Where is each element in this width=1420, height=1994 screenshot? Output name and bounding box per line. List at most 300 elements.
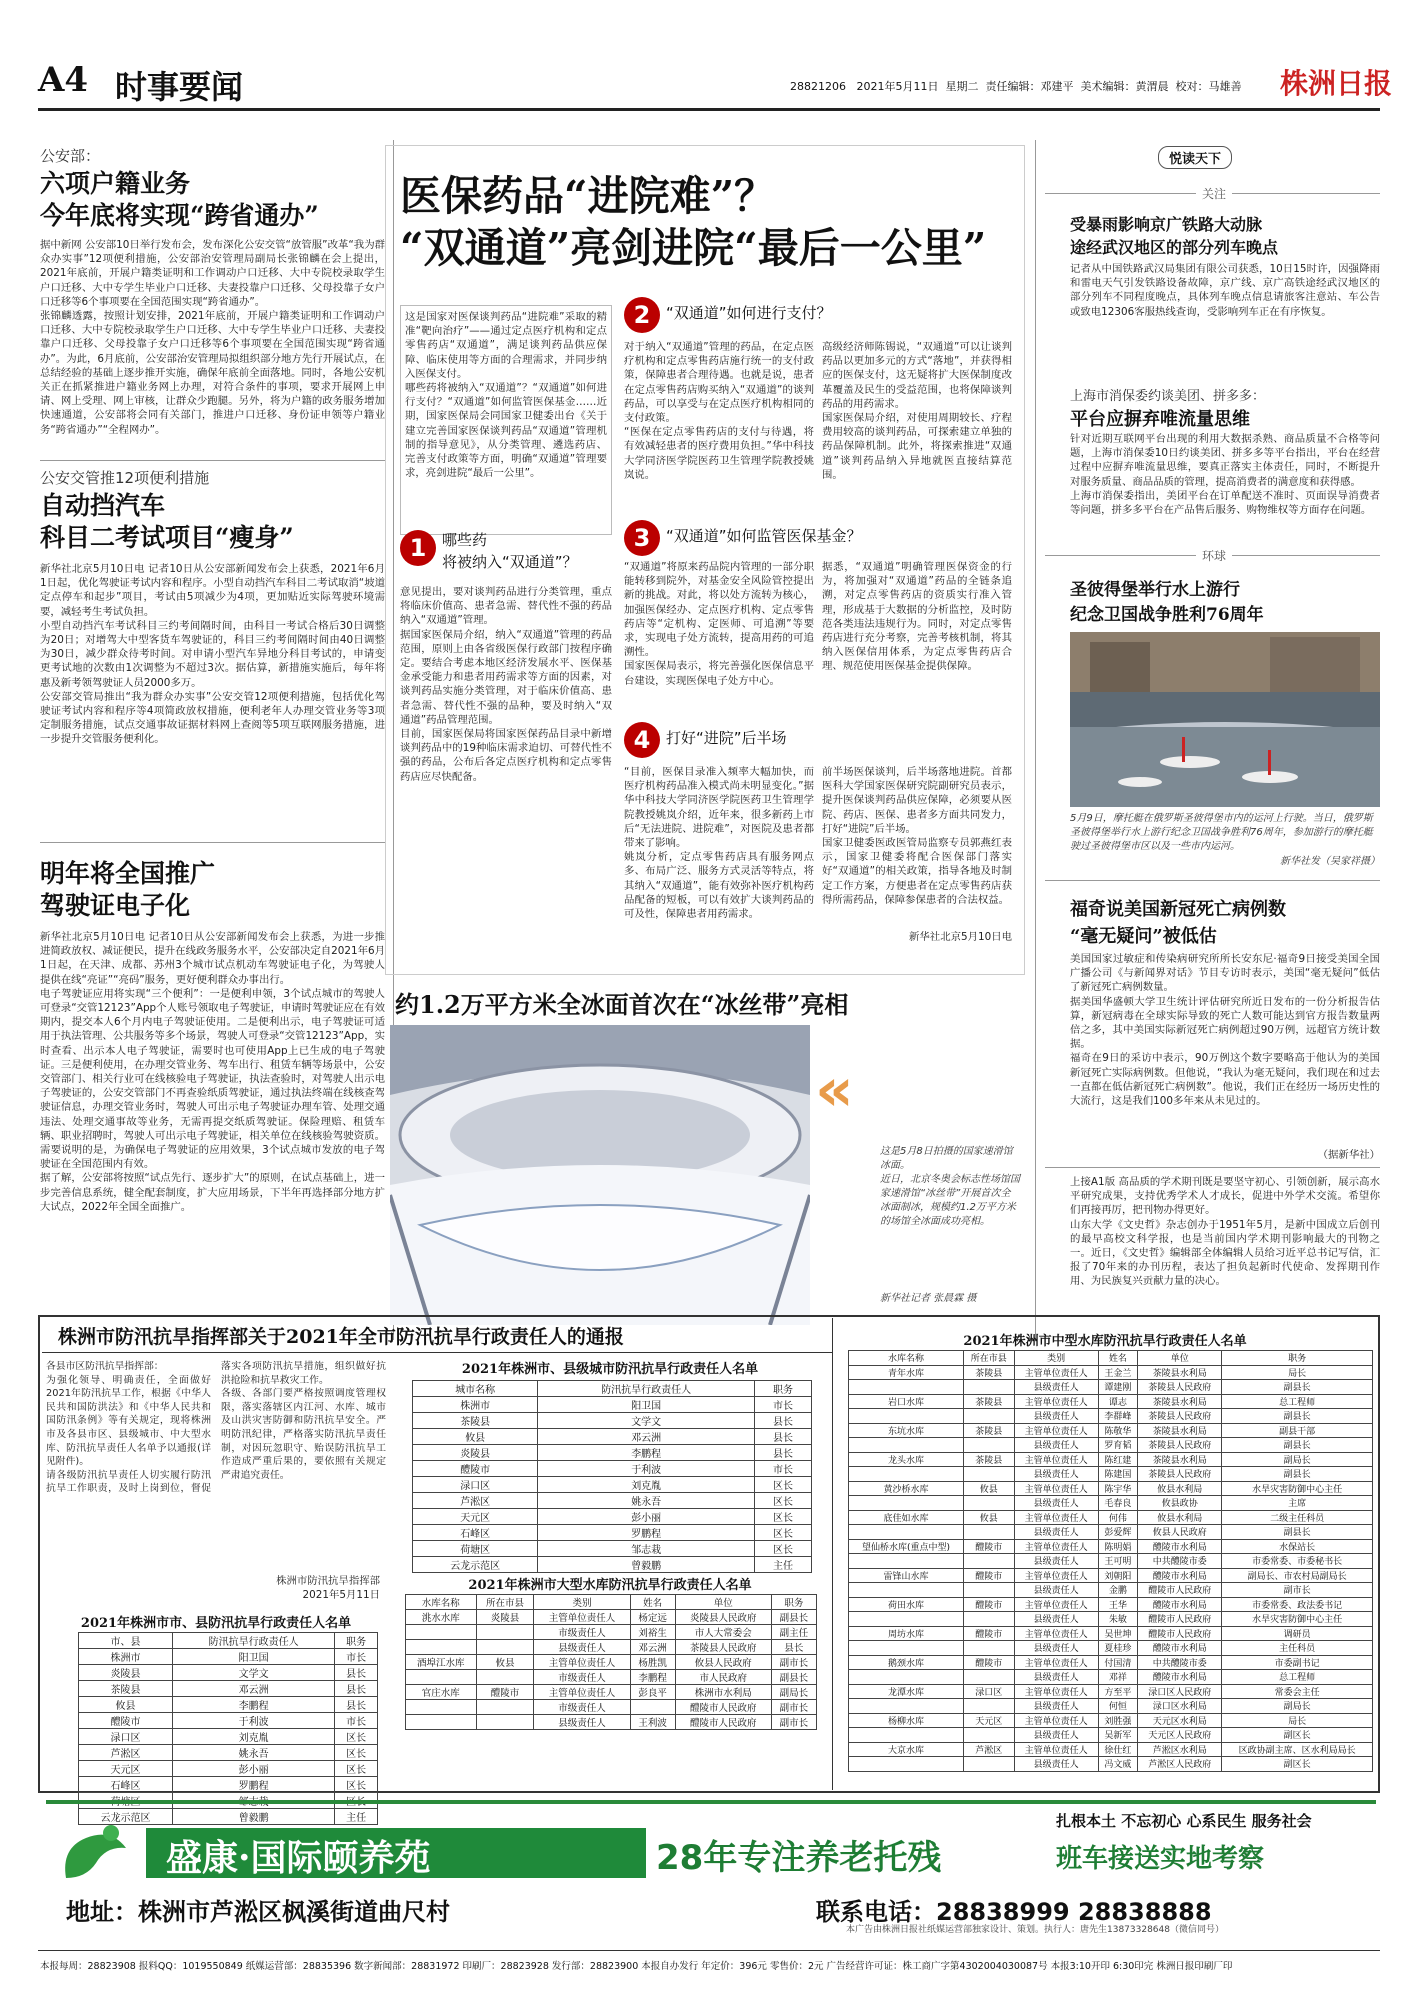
table-header-cell: 所在市县 (476, 1595, 534, 1610)
table-cell: 县级责任人 (1014, 1612, 1098, 1627)
table-cell: 攸县人民政府 (1138, 1525, 1222, 1540)
hand-logo-icon (56, 1818, 136, 1888)
table-row (79, 1761, 378, 1777)
table-cell: 李鹏程 (538, 1445, 755, 1461)
table-cell: 主管单位责任人 (1014, 1481, 1098, 1496)
table-cell (476, 1625, 534, 1640)
table-row (79, 1745, 378, 1761)
table-1 (78, 1632, 378, 1825)
table-row (849, 1568, 1373, 1583)
table-cell: 杨柳水库 (849, 1713, 964, 1728)
table-cell: 曾毅鹏 (538, 1557, 755, 1573)
feature-intro: 这是国家对医保谈判药品“进院难”采取的精准“靶向治疗”——通过定点医疗机构和定点零售药店“双通道”，满足谈判药品供应保障、临床使用等方面的合理需求，并同步纳入医保支付。 哪些药将被纳入“双通道”？“双通道”如何进行支付？“双通道”如何监管医保基金……近期，国家医保局会同国家卫健委出台《关于建立完善国家医保谈判药品“双通道”管理机制的指导意见》，从分类管理、遴选药店、完善支付政策等方面，明确“双通道”管理要求，亮剑进院“最后一公里”。 (400, 305, 612, 535)
table-cell: 县级责任人 (1014, 1525, 1098, 1540)
subsection-focus: 关注 (1196, 185, 1232, 202)
table-cell (849, 1757, 964, 1772)
table-row (849, 1481, 1373, 1496)
table-cell: 副局长 (1222, 1699, 1373, 1714)
table-2-title: 2021年株洲市、县级城市防汛抗旱行政责任人名单 (461, 1362, 759, 1377)
table-cell: 邓云洲 (172, 1681, 334, 1697)
section-1-body: 意见提出，要对谈判药品进行分类管理，重点将临床价值高、患者急需、替代性不强的药品纳入“双通道”管理。 据国家医保局介绍，纳入“双通道”管理的药品范围，原则上由各省级医保行政部门按程序确定。要结合考虑本地区经济发展水平、医保基金承受能力和患者用药需求等方面的因素，对谈判药品实施分类管理，对于临床价值高、患者急需、替代性不强的品种，要及时纳入“双通道”药品管理范围。 目前，国家医保局将国家医保药品目录中新增谈判药品中的19种临床需求迫切、可替代性不强的药品，公布后各定点医疗机构和定点零售药店应尽快配备。 (400, 586, 612, 783)
table-cell: 株洲市 (413, 1397, 538, 1413)
table-cell: 县级责任人 (1014, 1641, 1098, 1656)
table-cell: 县级责任人 (1014, 1757, 1098, 1772)
flood-notice-body: 各县市区防汛抗旱指挥部： 为强化领导、明确责任，全面做好2021年防汛抗旱工作，根据《中华人民共和国防洪法》和《中华人民共和国防汛条例》等有关规定，现将株洲市及各县市区、县级城市、中大型水库、防汛抗旱责任人名单予以通报(详见附件)。 请各级防汛抗旱责任人切实履行防汛抗旱工作职责，及时上岗到位，督促落实各项防汛抗旱措施，组织做好抗洪抢险和抗旱救灾工作。 各级、各部门要严格按照调度管理权限，落实落辖区内江河、水库、城市及山洪灾害防御和防汛抗旱安全。严明防汛纪律，严格落实防汛抗旱责任制，对因玩忽职守、贻误防汛抗旱工作造成严重后果的，要依照有关规定严肃追究责任。 (46, 1361, 386, 1495)
table-cell: 醴陵市 (963, 1655, 1014, 1670)
table-cell: 县级责任人 (1014, 1554, 1098, 1569)
table-cell: 县级责任人 (1014, 1670, 1098, 1685)
table-cell: 李鹏程 (172, 1697, 334, 1713)
table-cell: 市委常委、政法委书记 (1222, 1597, 1373, 1612)
right-2-kicker: 上海市消保委约谈美团、拼多多： (1070, 389, 1266, 404)
table-cell: 总工程师 (1222, 1670, 1373, 1685)
table-cell: 副县干部 (1222, 1423, 1373, 1438)
table-cell: 芦淞区人民政府 (1138, 1757, 1222, 1772)
table-cell: 水旱灾害防御中心主任 (1222, 1481, 1373, 1496)
table-header-cell: 职务 (754, 1381, 811, 1397)
table-cell: 徐仕红 (1098, 1742, 1138, 1757)
table-cell: 王华 (1098, 1597, 1138, 1612)
table-cell: 天元区水利局 (1138, 1713, 1222, 1728)
table-4-title: 2021年株洲市中型水库防汛抗旱行政责任人名单 (963, 1334, 1247, 1349)
table-cell: 副县长 (1222, 1438, 1373, 1453)
table-cell: 主任 (335, 1809, 378, 1825)
article-2-kicker: 公安交管推12项便利措施 (40, 469, 210, 487)
section-2-number: 2 (624, 297, 660, 333)
table-row (413, 1509, 812, 1525)
table-cell: 于利波 (538, 1461, 755, 1477)
proofreader: 校对：马雄善 (1175, 80, 1242, 93)
table-cell (849, 1409, 964, 1424)
table-cell: 洮水水库 (406, 1610, 477, 1625)
table-cell: 醴陵市人民政府 (1138, 1583, 1222, 1598)
table-header-cell: 类别 (534, 1595, 630, 1610)
table-cell (849, 1612, 964, 1627)
table-cell: 陈敬华 (1098, 1423, 1138, 1438)
table-cell: 主管单位责任人 (1014, 1684, 1098, 1699)
table-cell: 区政协副主席、区水利局局长 (1222, 1742, 1373, 1757)
table-cell: 金鹏 (1098, 1583, 1138, 1598)
table-row (849, 1626, 1373, 1641)
section-3-body: “双通道”将原来药品院内管理的一部分职能转移到院外，对基金安全风险管控提出新的挑战。对此，将以处方流转为核心，加强医保经办、定点医疗机构、定点零售药店等“定机构、定医师、可追溯”等要求，实现电子处方流转，提高用药的可追溯性。 国家医保局表示，将完善强化医保信息平台建设，实现医保电子处方中心。 (624, 561, 814, 687)
table-cell (963, 1496, 1014, 1511)
table-cell: 渌口区人民政府 (1138, 1684, 1222, 1699)
right-3-title-line2: 纪念卫国战争胜利76周年 (1070, 605, 1264, 625)
table-cell: 主管单位责任人 (534, 1685, 630, 1700)
table-cell: 市长 (754, 1461, 811, 1477)
table-cell: 局长 (1222, 1713, 1373, 1728)
table-cell: 醴陵市人民政府 (675, 1700, 771, 1715)
table-cell: 文学文 (538, 1413, 755, 1429)
table-cell: 青年水库 (849, 1365, 964, 1380)
article-1-title-line2: 今年底将实现“跨省通办” (40, 201, 319, 230)
table-row (413, 1445, 812, 1461)
table-header-cell: 姓名 (1098, 1351, 1138, 1366)
table-cell: 醴陵市人民政府 (1138, 1612, 1222, 1627)
table-cell: 刘克胤 (538, 1477, 755, 1493)
table-cell: 副市长 (1222, 1583, 1373, 1598)
table-cell: 罗育韬 (1098, 1438, 1138, 1453)
table-cell: 炎陵县 (476, 1610, 534, 1625)
table-cell: 东坑水库 (849, 1423, 964, 1438)
table-cell: 主管单位责任人 (1014, 1568, 1098, 1583)
table-cell: 鹅颈水库 (849, 1655, 964, 1670)
table-cell: 龙潭水库 (849, 1684, 964, 1699)
table-row (849, 1583, 1373, 1598)
table-cell: 茶陵县 (413, 1413, 538, 1429)
table-3 (405, 1594, 817, 1730)
table-cell: 茶陵县人民政府 (1138, 1438, 1222, 1453)
table-cell: 彭小丽 (172, 1761, 334, 1777)
photo-1-caption: 这是5月8日拍摄的国家速滑馆冰面。 近日，北京冬奥会标志性场馆国家速滑馆“冰丝带”开展首次全冰面制冰，规模约1.2万平方米的场馆全冰面成功亮相。 (880, 1146, 1020, 1227)
table-cell: 主管单位责任人 (1014, 1597, 1098, 1612)
table-row (79, 1681, 378, 1697)
table-cell: 醴陵市人民政府 (675, 1715, 771, 1730)
column-rule (832, 1318, 833, 1790)
table-row (406, 1640, 817, 1655)
table-cell: 李鹏程 (630, 1670, 675, 1685)
table-cell: 副区长 (1222, 1757, 1373, 1772)
table-cell: 茶陵县人民政府 (1138, 1467, 1222, 1482)
table-cell (849, 1438, 964, 1453)
table-cell: 副县长 (1222, 1380, 1373, 1395)
table-cell: 大京水库 (849, 1742, 964, 1757)
table-header-cell: 单位 (1138, 1351, 1222, 1366)
table-row (413, 1493, 812, 1509)
table-cell: 雷锋山水库 (849, 1568, 964, 1583)
table-row (849, 1554, 1373, 1569)
table-cell: 攸县水利局 (1138, 1510, 1222, 1525)
section-4-body: “目前，医保目录准入频率大幅加快，而医疗机构药品准入模式尚未明显变化。”据华中科技大学同济医学院医药卫生管理学院教授姚岚介绍，近年来，很多新药上市后“无法进院、进院难”，对医院及患者都带来了影响。 姚岚分析，定点零售药店具有服务网点多、布局广泛、服务方式灵活等特点，将其纳入“双通道”，能有效弥补医疗机构药品配备的短板，可以有效扩大谈判药品的可及性，保障患者用药需求。 (624, 766, 814, 921)
table-cell: 天元区 (413, 1509, 538, 1525)
table-cell: 主任 (754, 1557, 811, 1573)
table-cell (849, 1525, 964, 1540)
table-header-cell: 防汛抗旱行政责任人 (538, 1381, 755, 1397)
table-cell: 杨定远 (630, 1610, 675, 1625)
table-cell: 茶陵县 (963, 1394, 1014, 1409)
table-row (849, 1365, 1373, 1380)
table-cell: 王可明 (1098, 1554, 1138, 1569)
table-cell: 副主任 (771, 1625, 816, 1640)
ad-phone-numbers: 28838999 28838888 (936, 1898, 1212, 1926)
table-cell: 茶陵县人民政府 (1138, 1380, 1222, 1395)
table-cell (476, 1715, 534, 1730)
table-cell: 攸县 (413, 1429, 538, 1445)
table-cell (406, 1715, 477, 1730)
table-row (79, 1697, 378, 1713)
table-cell: 市长 (335, 1713, 378, 1729)
table-cell: 芦淞区 (963, 1742, 1014, 1757)
right-5-body: 上接A1版 高品质的学术期刊既是要坚守初心、引领创新，展示高水平研究成果，支持优秀学术人才成长，促进中外学术交流。希望你们再接再厉，把刊物办得更好。 山东大学《文史哲》杂志创办于1951年5月，是新中国成立后创刊的最早高校文科学报，也是当前国内学术期刊影响最大的刊物之一。近日，《文史哲》编辑部全体编辑人员给习近平总书记写信，汇报了70年来的办刊历程，表达了担负起新时代使命、发挥期刊作用、为民族复兴贡献力量的决心。 (1070, 1176, 1380, 1288)
table-cell (849, 1641, 964, 1656)
table-row (849, 1510, 1373, 1525)
article-3-body: 新华社北京5月10日电 记者10日从公安部新闻发布会上获悉，为进一步推进简政放权、减证便民，提升在线政务服务水平，公安部决定自2021年6月1日起，在天津、成都、苏州3个城市试点机动车驾驶证电子化，为驾驶人提供在线“亮证”“亮码”服务，更好便利群众办事出行。 电子驾驶证应用将实现“三个便利”：一是便利申领，3个试点城市的驾驶人可登录“交管12123”App个人账号领取电子驾驶证，申请时驾驶证应在有效期内，提交本人6个月内电子驾驶证使用。二是便利出示，电子驾驶证可适用于执法管理、公共服务等多个场景，驾驶人可登录“交管12123”App，实时查看、出示本人电子驾驶证，需要时也可使用App上已生成的电子驾驶证。三是便利使用，在办理交管业务、驾车出行、租赁车辆等场景中，公安交管部门、相关行业可在线核验电子驾驶证，执法查验时，对驾驶人出示电子驾驶证的，公安交管部门不再查验纸质驾驶证，通过执法终端在线核查驾驶证信息，办理交管业务时，驾驶人可出示电子驾驶证办理车管、处理交通违法、处理交通事故等业务，无需再提交纸质驾驶证。保险理赔、租赁车辆、职业招聘时，驾驶人可出示电子驾驶证，相关单位在线核验驾驶资质。需要说明的是，为确保电子驾驶证的应用效果，3个试点城市发放的电子驾驶证在全国范围内有效。 据了解，公安部将按照“试点先行、逐步扩大”的原则，在试点基础上，进一步完善信息系统，健全配套制度，扩大应用场景，下半年再选择部分地方扩大试点，2022年全国全面推广。 (40, 931, 385, 1213)
table-cell: 夏桂珍 (1098, 1641, 1138, 1656)
table-cell (849, 1670, 964, 1685)
table-cell: 副县长 (771, 1670, 816, 1685)
flood-title: 株洲市防汛抗旱指挥部关于2021年全市防汛抗旱行政责任人的通报 (58, 1326, 624, 1348)
table-cell: 茶陵县 (963, 1365, 1014, 1380)
table-cell: 醴陵市水利局 (1138, 1670, 1222, 1685)
photo-1-title: 约1.2万平方米全冰面首次在“冰丝带”亮相 (395, 990, 849, 1019)
table-cell: 渌口区水利局 (1138, 1699, 1222, 1714)
section-3-body-continued: 据悉，“双通道”明确管理医保资金的行为，将加强对“双通道”药品的全链条追溯，对定点零售药店的资质实行准入管理，形成基于大数据的分析监控，及时防范各类违法违规行为。同时，对定点零售药店进行充分考察，完善考核机制，将其纳入医保信用体系，为定点零售药店合理、规范使用医保基金提供保障。 (822, 561, 1012, 673)
table-cell (963, 1380, 1014, 1395)
table-cell: 望仙桥水库(重点中型) (849, 1539, 964, 1554)
table-header-row (413, 1381, 812, 1397)
table-cell: 总工程师 (1222, 1394, 1373, 1409)
table-header-cell: 水库名称 (406, 1595, 477, 1610)
table-cell: 茶陵县 (963, 1452, 1014, 1467)
table-cell: 区长 (335, 1729, 378, 1745)
table-cell: 茶陵县水利局 (1138, 1365, 1222, 1380)
table-cell: 渌口区 (413, 1477, 538, 1493)
table-cell: 区长 (335, 1761, 378, 1777)
table-header-cell: 城市名称 (413, 1381, 538, 1397)
table-cell: 醴陵市人民政府 (1138, 1626, 1222, 1641)
table-row (406, 1700, 817, 1715)
right-4-byline: （据新华社） (1317, 1149, 1380, 1161)
table-row (413, 1525, 812, 1541)
article-3-title-line1: 明年将全国推广 (40, 859, 216, 888)
table-cell: 阳卫国 (538, 1397, 755, 1413)
table-cell: 主任科员 (1222, 1641, 1373, 1656)
art-editor: 美术编辑：黄渭晨 (1080, 80, 1169, 93)
table-cell: 中共醴陵市委 (1138, 1655, 1222, 1670)
table-cell: 攸县水利局 (1138, 1481, 1222, 1496)
right-3-caption: 5月9日，摩托艇在俄罗斯圣彼得堡市内的运河上行驶。当日，俄罗斯圣彼得堡举行水上游行纪念卫国战争胜利76周年，参加游行的摩托艇驶过圣彼得堡市区以及一些市内运河。 (1070, 813, 1373, 852)
table-cell: 市委副书记 (1222, 1655, 1373, 1670)
table-cell: 主管单位责任人 (1014, 1539, 1098, 1554)
table-cell: 醴陵市水利局 (1138, 1568, 1222, 1583)
table-cell: 醴陵市 (413, 1461, 538, 1477)
table-cell: 县长 (754, 1429, 811, 1445)
table-cell: 彭良平 (630, 1685, 675, 1700)
table-header-cell: 水库名称 (849, 1351, 964, 1366)
table-cell: 醴陵市 (963, 1626, 1014, 1641)
page-number: A4 (38, 60, 89, 100)
divider (42, 1352, 832, 1353)
section-1-heading-line1: 哪些药 (442, 531, 488, 549)
right-1-body: 记者从中国铁路武汉局集团有限公司获悉，10日15时许，因强降雨和雷电天气引发铁路设备故障，京广线、京广高铁途经武汉地区的部分列车不同程度晚点，具体列车晚点信息请旅客注意站、车公告或致电12306客服热线查询，受影响列车正在有序恢复。 (1070, 263, 1380, 318)
table-cell (406, 1640, 477, 1655)
table-row (849, 1742, 1373, 1757)
table-cell: 岩口水库 (849, 1394, 964, 1409)
table-cell: 主管单位责任人 (534, 1610, 630, 1625)
chevron-left-icon: « (815, 1055, 854, 1125)
table-cell: 副区长 (1222, 1728, 1373, 1743)
table-cell: 冯文威 (1098, 1757, 1138, 1772)
table-cell (849, 1554, 964, 1569)
table-cell: 调研员 (1222, 1626, 1373, 1641)
table-row (406, 1670, 817, 1685)
table-cell (406, 1625, 477, 1640)
table-row (849, 1496, 1373, 1511)
table-cell (963, 1467, 1014, 1482)
table-cell: 市长 (335, 1649, 378, 1665)
table-cell: 县长 (771, 1640, 816, 1655)
table-cell: 副市长 (771, 1715, 816, 1730)
table-cell: 醴陵市 (476, 1685, 534, 1700)
table-cell (849, 1467, 964, 1482)
table-cell: 区长 (754, 1525, 811, 1541)
table-1-title: 2021年株洲市市、县防汛抗旱行政责任人名单 (80, 1616, 352, 1631)
table-cell: 阳卫国 (172, 1649, 334, 1665)
table-row (413, 1413, 812, 1429)
table-row (849, 1394, 1373, 1409)
table-row (79, 1649, 378, 1665)
table-cell: 荷塘区 (413, 1541, 538, 1557)
right-1-title-line2: 途经武汉地区的部分列车晚点 (1070, 238, 1279, 257)
table-cell: 云龙示范区 (79, 1809, 173, 1825)
divider (1045, 1167, 1380, 1168)
table-cell: 主管单位责任人 (1014, 1394, 1098, 1409)
table-cell: 文学文 (172, 1665, 334, 1681)
table-cell: 县级责任人 (1014, 1409, 1098, 1424)
right-2-title: 平台应摒弃唯流量思维 (1070, 409, 1250, 430)
table-row (849, 1612, 1373, 1627)
table-row (406, 1715, 817, 1730)
table-cell: 陈宇华 (1098, 1481, 1138, 1496)
article-3-title-line2: 驾驶证电子化 (40, 891, 191, 920)
table-header-cell: 单位 (675, 1595, 771, 1610)
table-row (413, 1397, 812, 1413)
table-cell: 黄沙桥水库 (849, 1481, 964, 1496)
table-row (849, 1684, 1373, 1699)
table-cell: 区长 (754, 1509, 811, 1525)
table-cell: 炎陵县 (413, 1445, 538, 1461)
table-cell: 县长 (335, 1697, 378, 1713)
table-cell: 副县长 (771, 1610, 816, 1625)
table-cell: 朱敏 (1098, 1612, 1138, 1627)
newspaper-logo: 株洲日报 (1280, 67, 1393, 100)
table-cell (630, 1700, 675, 1715)
table-cell: 吴新军 (1098, 1728, 1138, 1743)
article-1-body: 据中新网 公安部10日举行发布会，发布深化公安交管“放管服”改革“我为群众办实事”12项便利措施，公安部治安管理局副局长张锦麟在会上提出，2021年底前，开展户籍类证明和工作调动户口迁移、大中专院校录取学生户口迁移、大中专学生毕业户口迁移、夫妻投靠户口迁移、父母投靠子女户口迁移等6个事项要在全国范围实现“跨省通办”。 张锦麟透露，按照计划安排，2021年底前，开展户籍类证明和工作调动户口迁移、大中专院校录取学生户口迁移、大中专学生毕业户口迁移、夫妻投靠户口迁移、父母投靠子女户口迁移等6个事项要在全国范围实现“跨省通办”。为此，6月底前，公安部治安管理局拟组织部分地方先行开展试点，在总结经验的基础上逐步推开实施，确保年底前全面落地。同时，各地公安机关正在抓紧推进户籍业务网上办理，对符合条件的事项，要求开展网上申请、网上受理、网上审核，让群众少跑腿。另外，将为户籍的政务服务增加快速通道，公安部将会同有关部门，推进户口迁移、身份证申领等户籍业务“跨省通办”“全程网办”。 (40, 239, 385, 436)
table-cell: 市委常委、市委秘书长 (1222, 1554, 1373, 1569)
table-cell: 曾毅鹏 (172, 1809, 334, 1825)
table-cell: 中共醴陵市委 (1138, 1554, 1222, 1569)
table-cell: 县级责任人 (1014, 1699, 1098, 1714)
table-cell: 陈明娟 (1098, 1539, 1138, 1554)
table-cell: 石峰区 (79, 1777, 173, 1793)
table-row (406, 1685, 817, 1700)
table-cell: 区长 (754, 1541, 811, 1557)
table-row (849, 1641, 1373, 1656)
section-1-heading-line2: 将被纳入“双通道”？ (442, 553, 578, 571)
table-cell: 天元区 (79, 1761, 173, 1777)
section-4-heading: 打好“进院”后半场 (666, 729, 787, 747)
table-row (413, 1541, 812, 1557)
table-cell: 水保站长 (1222, 1539, 1373, 1554)
table-cell: 县级责任人 (534, 1640, 630, 1655)
table-cell: 常委会主任 (1222, 1684, 1373, 1699)
table-cell: 芦淞区水利局 (1138, 1742, 1222, 1757)
table-row (849, 1539, 1373, 1554)
divider (40, 842, 385, 843)
footer-rule (38, 1950, 1380, 1951)
table-cell: 炎陵县 (79, 1665, 173, 1681)
table-row (849, 1423, 1373, 1438)
table-row (849, 1713, 1373, 1728)
section-2-body-continued: 高级经济师陈锡说，“双通道”可以让谈判药品以更加多元的方式“落地”，并获得相应的医保支付，这无疑将扩大医保制度改革覆盖及民生的受益范围，也将保障谈判药品的用药需求。 国家医保局介绍，对使用周期较长、疗程费用较高的谈判药品，可探索建立单独的药品保障机制。此外，将探索推进“双通道”谈判药品纳入异地就医直接结算范围。 (822, 341, 1012, 481)
table-cell: 醴陵市水利局 (1138, 1597, 1222, 1612)
table-cell: 主管单位责任人 (1014, 1365, 1098, 1380)
table-cell: 杨胜凯 (630, 1655, 675, 1670)
table-row (79, 1777, 378, 1793)
table-cell: 市长 (754, 1397, 811, 1413)
table-cell: 县级责任人 (1014, 1380, 1098, 1395)
table-cell: 渌口区 (963, 1684, 1014, 1699)
table-cell: 茶陵县 (963, 1423, 1014, 1438)
table-row (406, 1655, 817, 1670)
table-cell (963, 1525, 1014, 1540)
table-cell: 周坊水库 (849, 1626, 964, 1641)
table-cell: 攸县政协 (1138, 1496, 1222, 1511)
ad-tagline-2: 班车接送实地考察 (1056, 1844, 1265, 1874)
table-row (849, 1670, 1373, 1685)
table-cell: 刘裕生 (630, 1625, 675, 1640)
table-row (413, 1429, 812, 1445)
section-3-heading: “双通道”如何监管医保基金？ (666, 527, 862, 545)
table-cell: 茶陵县人民政府 (675, 1640, 771, 1655)
table-cell: 市人大常委会 (675, 1625, 771, 1640)
table-cell (476, 1700, 534, 1715)
ad-name: 盛康·国际颐养苑 (166, 1837, 431, 1879)
right-4-title-line1: 福奇说美国新冠死亡病例数 (1070, 899, 1286, 920)
table-cell: 付国清 (1098, 1655, 1138, 1670)
right-1-title-line1: 受暴雨影响京广铁路大动脉 (1070, 215, 1263, 234)
footer-info: 本报每周：28823908 报料QQ：1019550849 纸媒运营部：28835396 数字新闻部：28831972 印刷厂：28823928 发行部：28823900 本报自办发行 年定价：396元 零售价：2元 广告经营许可证：株工商广字第4302004030087号 本报3:10开印 6:30印完 株洲日报印刷厂印 (40, 1961, 1233, 1972)
table-cell: 毛春良 (1098, 1496, 1138, 1511)
table-cell: 谭建刚 (1098, 1380, 1138, 1395)
table-cell (476, 1640, 534, 1655)
table-row (849, 1452, 1373, 1467)
table-cell (849, 1728, 964, 1743)
table-cell: 刘朝阳 (1098, 1568, 1138, 1583)
table-cell (963, 1699, 1014, 1714)
table-cell (849, 1496, 964, 1511)
table-cell: 官庄水库 (406, 1685, 477, 1700)
table-cell: 茶陵县人民政府 (1138, 1409, 1222, 1424)
table-cell: 陈建国 (1098, 1467, 1138, 1482)
table-row (849, 1655, 1373, 1670)
table-cell: 龙头水库 (849, 1452, 964, 1467)
table-cell: 区长 (754, 1493, 811, 1509)
table-cell (849, 1380, 964, 1395)
section-4-body-continued: 前半场医保谈判，后半场落地进院。首都医科大学国家医保研究院副研究员表示，提升医保谈判药品供应保障，必须要从医院、药店、医保、患者多方面共同发力，打好“进院”后半场。 国家卫健委医政医管局监察专员郭燕红表示，国家卫健委将配合医保部门落实好“双通道”的相关政策，指导各地及时制定工作方案，方便患者在定点零售药店获得所需药品，保障参保患者的合法权益。 (822, 766, 1012, 906)
table-row (849, 1467, 1373, 1482)
table-cell: 主管单位责任人 (1014, 1655, 1098, 1670)
table-row (849, 1728, 1373, 1743)
table-3-title: 2021年株洲市大型水库防汛抗旱行政责任人名单 (468, 1578, 752, 1593)
table-cell: 醴陵市 (963, 1597, 1014, 1612)
section-title: 时事要闻 (115, 68, 244, 106)
table-cell: 王金兰 (1098, 1365, 1138, 1380)
table-cell: 县级责任人 (1014, 1583, 1098, 1598)
table-header-cell: 职务 (1222, 1351, 1373, 1366)
table-cell (476, 1670, 534, 1685)
table-cell: 县长 (335, 1665, 378, 1681)
table-cell: 茶陵县水利局 (1138, 1452, 1222, 1467)
table-cell: 李群峰 (1098, 1409, 1138, 1424)
table-header-row (406, 1595, 817, 1610)
table-cell: 县级责任人 (1014, 1496, 1098, 1511)
feature-title-line2: “双通道”亮剑进院“最后一公里” (400, 224, 987, 272)
table-cell: 主管单位责任人 (1014, 1713, 1098, 1728)
table-cell: 云龙示范区 (413, 1557, 538, 1573)
table-cell: 彭小丽 (538, 1509, 755, 1525)
